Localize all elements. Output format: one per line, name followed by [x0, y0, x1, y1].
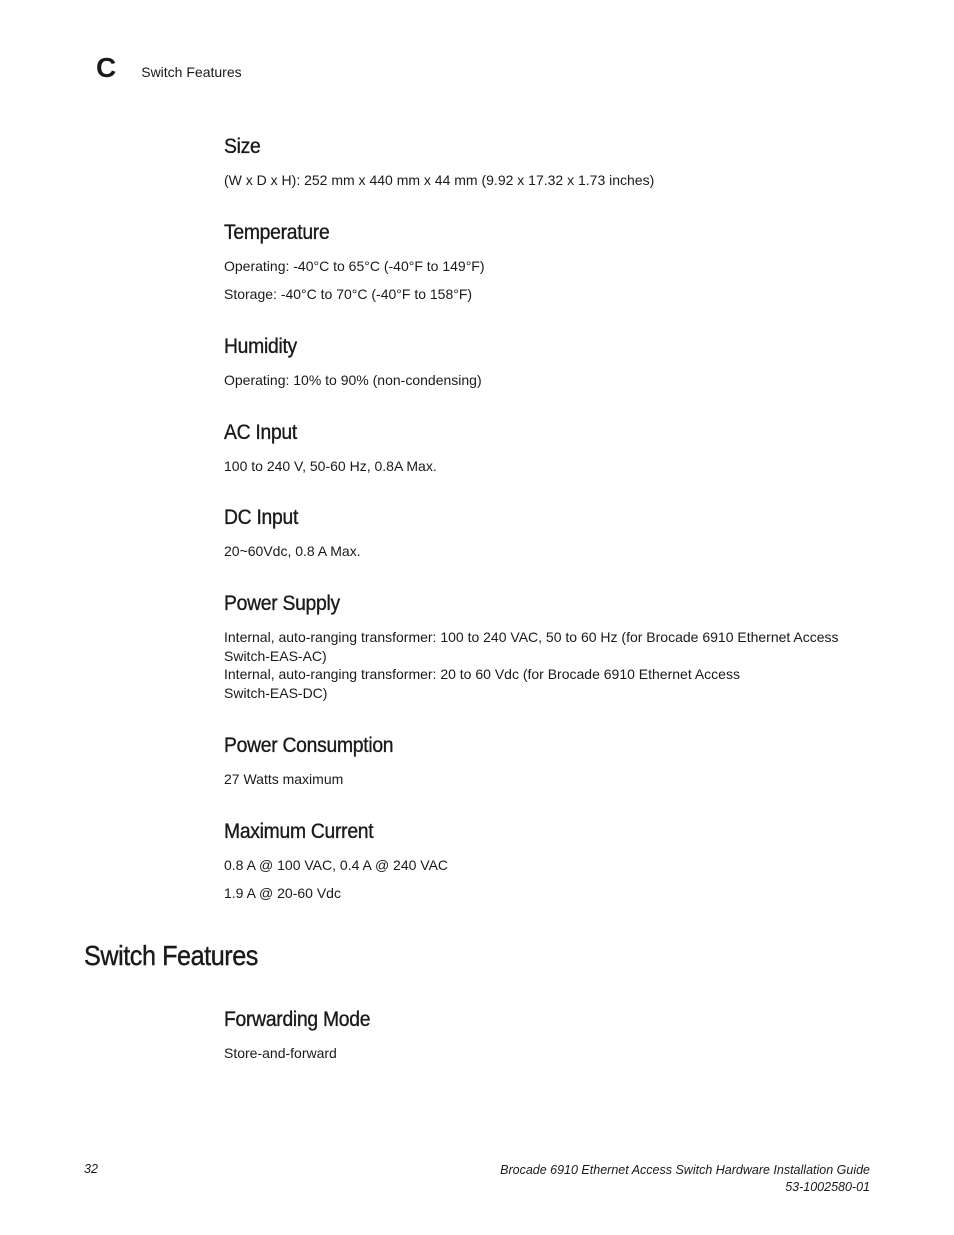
section-heading: Power Supply: [224, 592, 340, 615]
section-dc-input: [224, 506, 884, 561]
section-body: [224, 257, 884, 304]
section-heading: Maximum Current: [224, 820, 374, 843]
section-text: (W x D x H): 252 mm x 440 mm x 44 mm (9.92 x 17.32 x 1.73 inches): [224, 172, 655, 188]
section-text: 100 to 240 V, 50-60 Hz, 0.8A Max.: [224, 458, 437, 474]
section-text: 0.8 A @ 100 VAC, 0.4 A @ 240 VAC: [224, 857, 449, 873]
section-text: Store-and-forward: [224, 1045, 337, 1061]
chapter-letter: C: [96, 52, 117, 83]
major-section-heading: Switch Features: [84, 940, 258, 971]
section-heading: Temperature: [224, 221, 330, 244]
section-text: Internal, auto-ranging transformer: 100 to 240 VAC, 50 to 60 Hz (for Brocade 6910 Ethernet Access: [224, 629, 839, 645]
running-header-title: Switch Features: [141, 64, 242, 80]
running-header: [96, 54, 242, 82]
section-text: 20~60Vdc, 0.8 A Max.: [224, 543, 361, 559]
footer-document-info: [500, 1162, 870, 1196]
section-text: Internal, auto-ranging transformer: 20 to 60 Vdc (for Brocade 6910 Ethernet Access: [224, 666, 740, 682]
section-text: Switch-EAS-DC): [224, 684, 328, 701]
section-ac-input: [224, 421, 884, 476]
section-body: [224, 171, 884, 190]
section-heading: Power Consumption: [224, 734, 394, 757]
section-heading: DC Input: [224, 506, 299, 529]
section-body: [224, 770, 884, 789]
section-temperature: [224, 221, 884, 304]
section-text: Switch-EAS-AC): [224, 647, 327, 664]
section-heading: Humidity: [224, 335, 297, 358]
section-power-consumption: [224, 734, 884, 789]
section-body: [224, 628, 884, 702]
section-text: 27 Watts maximum: [224, 771, 344, 787]
section-size: [224, 135, 884, 190]
section-heading: Size: [224, 135, 261, 158]
section-humidity: [224, 335, 884, 390]
document-title: Brocade 6910 Ethernet Access Switch Hardware Installation Guide: [500, 1163, 870, 1177]
section-text: Operating: -40°C to 65°C (-40°F to 149°F): [224, 258, 485, 274]
section-text: Storage: -40°C to 70°C (-40°F to 158°F): [224, 286, 473, 302]
section-power-supply: [224, 592, 884, 702]
section-body: [224, 371, 884, 390]
section-text: 1.9 A @ 20-60 Vdc: [224, 885, 341, 901]
section-forwarding-mode: [224, 1008, 884, 1063]
section-heading: Forwarding Mode: [224, 1008, 371, 1031]
section-heading: AC Input: [224, 421, 297, 444]
section-body: [224, 542, 884, 561]
section-body: [224, 856, 884, 903]
page-number: 32: [84, 1162, 98, 1176]
section-maximum-current: [224, 820, 884, 903]
section-body: [224, 457, 884, 476]
section-text: Operating: 10% to 90% (non-condensing): [224, 372, 482, 388]
document-number: 53-1002580-01: [785, 1180, 870, 1194]
section-body: [224, 1044, 884, 1063]
